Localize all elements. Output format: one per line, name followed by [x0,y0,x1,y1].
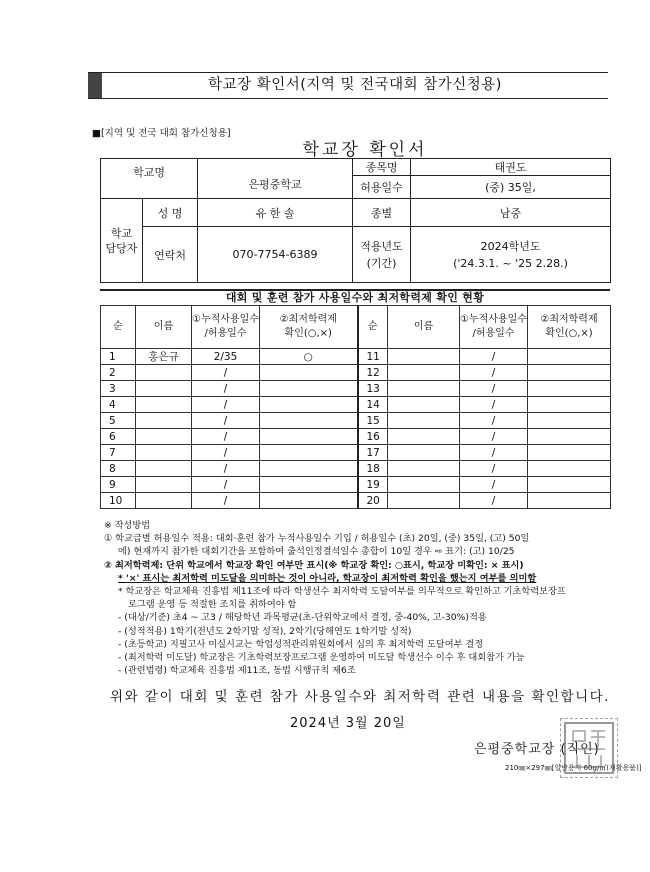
row-number: 17 [358,445,388,461]
athlete-name [388,477,460,493]
min-standard-check [528,477,611,493]
period-label: 적용년도 (기간) [353,227,411,283]
days-used: / [460,461,528,477]
min-standard-check [528,365,611,381]
days-used: / [192,477,260,493]
col-header: 순 [358,306,388,349]
min-standard-check [260,461,358,477]
athlete-name [388,365,460,381]
note-1a: ① 학교급별 허용일수 적용: 대회·훈련 참가 누적사용일수 기입 / 허용일수 (초) 20일, (중) 35일, (고) 50일 [104,533,530,545]
header-title: 학교장 확인서(지역 및 전국대회 참가신청용) [208,77,502,93]
note-3: - (대상/기준) 초4 ~ 고3 / 해당학년 과목평균(초-단위학교에서 결정, 중-40%, 고-30%)적용 [118,612,487,624]
note-1b: 에) 현재까지 참가한 대회기간을 포함하여 출석인정결석일수 총합이 10일 경우 ⇨ 표기: (고) 10/25 [118,546,515,558]
min-standard-check [260,493,358,509]
row-number: 10 [101,493,136,509]
min-standard-check [528,493,611,509]
event-value: 태권도 [411,159,611,176]
days-used: / [460,445,528,461]
row-number: 4 [101,397,136,413]
official-seal-icon [560,718,618,778]
record-row [101,429,611,445]
athlete-name [136,381,192,397]
name-value: 유 한 솔 [198,199,353,227]
min-standard-check [528,429,611,445]
athlete-name [388,445,460,461]
header-marker [88,73,102,98]
min-standard-check [260,365,358,381]
contact-label: 연락처 [143,227,198,283]
record-row [101,461,611,477]
header-band [88,72,608,99]
col-header: ②최저학력제 확인(○,×) [528,306,611,349]
col-header: ②최저학력제 확인(○,×) [260,306,358,349]
signer: 은평중학교장 (직인) [474,742,600,757]
athlete-name [136,477,192,493]
days-used: / [192,381,260,397]
min-standard-check [528,397,611,413]
category-label: 종별 [353,199,411,227]
record-table [100,305,611,509]
athlete-name [388,381,460,397]
days-used: / [460,413,528,429]
info-table [100,158,611,283]
min-standard-check [528,413,611,429]
category-value: 남중 [411,199,611,227]
row-number: 8 [101,461,136,477]
name-label: 성 명 [143,199,198,227]
row-number: 11 [358,349,388,365]
athlete-name [388,413,460,429]
min-standard-check [528,381,611,397]
section-title: 대회 및 훈련 참가 사용일수와 최저학력제 확인 현황 [100,289,610,306]
form-tag: ■[지역 및 전국 대회 참가신청용] [92,128,231,139]
athlete-name: 홍은규 [136,349,192,365]
row-number: 16 [358,429,388,445]
min-standard-check [260,429,358,445]
period-value [411,227,611,283]
days-used: / [460,349,528,365]
record-row [101,477,611,493]
note-2a: * '×' 표시는 최저학력 미도달을 의미하는 것이 아니라, 학교장이 최저학력 확인을 했는지 여부를 의미함 [118,572,537,584]
days-used: / [192,493,260,509]
athlete-name [388,493,460,509]
record-row [101,493,611,509]
col-header: 순 [101,306,136,349]
confirmation-text: 위와 같이 대회 및 훈련 참가 사용일수와 최저학력 관련 내용을 확인합니다. [110,689,610,705]
row-number: 6 [101,429,136,445]
athlete-name [136,365,192,381]
days-used: / [460,493,528,509]
note-6: - (최저학력 미도달) 학교장은 기초학력보장프로그램 운영하여 미도달 학생선수 이수 후 대회참가 가능 [118,652,525,664]
school-name: 은평중학교 [198,159,353,199]
min-standard-check [260,477,358,493]
athlete-name [136,493,192,509]
days-used: / [192,397,260,413]
row-number: 15 [358,413,388,429]
row-number: 20 [358,493,388,509]
athlete-name [388,461,460,477]
days-value: (중) 35일, [411,176,611,199]
issue-date: 2024년 3월 20일 [290,716,406,731]
contact-value: 070-7754-6389 [198,227,353,283]
row-number: 5 [101,413,136,429]
athlete-name [388,429,460,445]
min-standard-check [260,397,358,413]
min-standard-check [260,413,358,429]
note-2b-1: * 학교장은 학교체육 진흥법 제11조에 따라 학생선수 최저학력 도달여부를 의무적으로 확인하고 기초학력보장프 [118,586,566,598]
row-number: 19 [358,477,388,493]
athlete-name [136,461,192,477]
min-standard-check [260,381,358,397]
athlete-name [388,349,460,365]
days-used: / [460,477,528,493]
row-number: 7 [101,445,136,461]
min-standard-check [528,461,611,477]
row-number: 14 [358,397,388,413]
row-number: 1 [101,349,136,365]
col-header: 이름 [388,306,460,349]
record-header-row [101,306,611,349]
main-title: 학교장 확인서 [302,140,428,160]
row-number: 9 [101,477,136,493]
athlete-name [136,445,192,461]
row-number: 12 [358,365,388,381]
days-used: / [460,429,528,445]
days-used: / [460,381,528,397]
note-2: ② 최저학력제: 단위 학교에서 학교장 확인 여부만 표시(※ 학교장 확인: ○표시, 학교장 미확인: × 표시) [104,559,524,571]
notes-heading: ※ 작성방법 [104,520,151,531]
paper-spec: 210㎜×297㎜[일반용지 60g/㎡(재활용품)] [505,764,642,772]
athlete-name [136,429,192,445]
col-header: ①누적사용일수 /허용일수 [460,306,528,349]
days-used: / [192,365,260,381]
days-used: / [192,413,260,429]
col-header: 이름 [136,306,192,349]
days-used: / [192,445,260,461]
days-used: 2/35 [192,349,260,365]
days-used: / [192,461,260,477]
note-4: - (성적적용) 1학기(전년도 2학기말 성적), 2학기(당해연도 1학기말 성적) [118,625,412,637]
days-label: 허용일수 [353,176,411,199]
record-row [101,445,611,461]
period-range: ('24.3.1. ~ '25 2.28.) [453,256,568,270]
col-header: ①누적사용일수 /허용일수 [192,306,260,349]
note-7: - (관련법령) 학교체육 진흥법 제11조, 동법 시행규칙 제6조 [118,665,356,677]
min-standard-check: ○ [260,349,358,365]
record-row [101,413,611,429]
row-number: 13 [358,381,388,397]
event-label: 종목명 [353,159,411,176]
days-used: / [192,429,260,445]
staff-label: 학교 담당자 [101,199,143,283]
athlete-name [388,397,460,413]
record-row [101,365,611,381]
row-number: 18 [358,461,388,477]
row-number: 3 [101,381,136,397]
record-row [101,397,611,413]
athlete-name [136,397,192,413]
note-2b-2: 로그램 운영 등 적절한 조치를 취하여야 함 [128,599,297,611]
min-standard-check [260,445,358,461]
days-used: / [460,397,528,413]
record-row [101,381,611,397]
days-used: / [460,365,528,381]
min-standard-check [528,349,611,365]
period-year: 2024학년도 [480,239,541,253]
school-label: 학교명 [101,159,198,199]
athlete-name [136,413,192,429]
notes [104,519,614,677]
record-row [101,349,611,365]
row-number: 2 [101,365,136,381]
note-5: - (초등학교) 지필고사 미실시교는 학업성적관리위원회에서 심의 후 최저학력 도달여부 결정 [118,638,484,650]
min-standard-check [528,445,611,461]
